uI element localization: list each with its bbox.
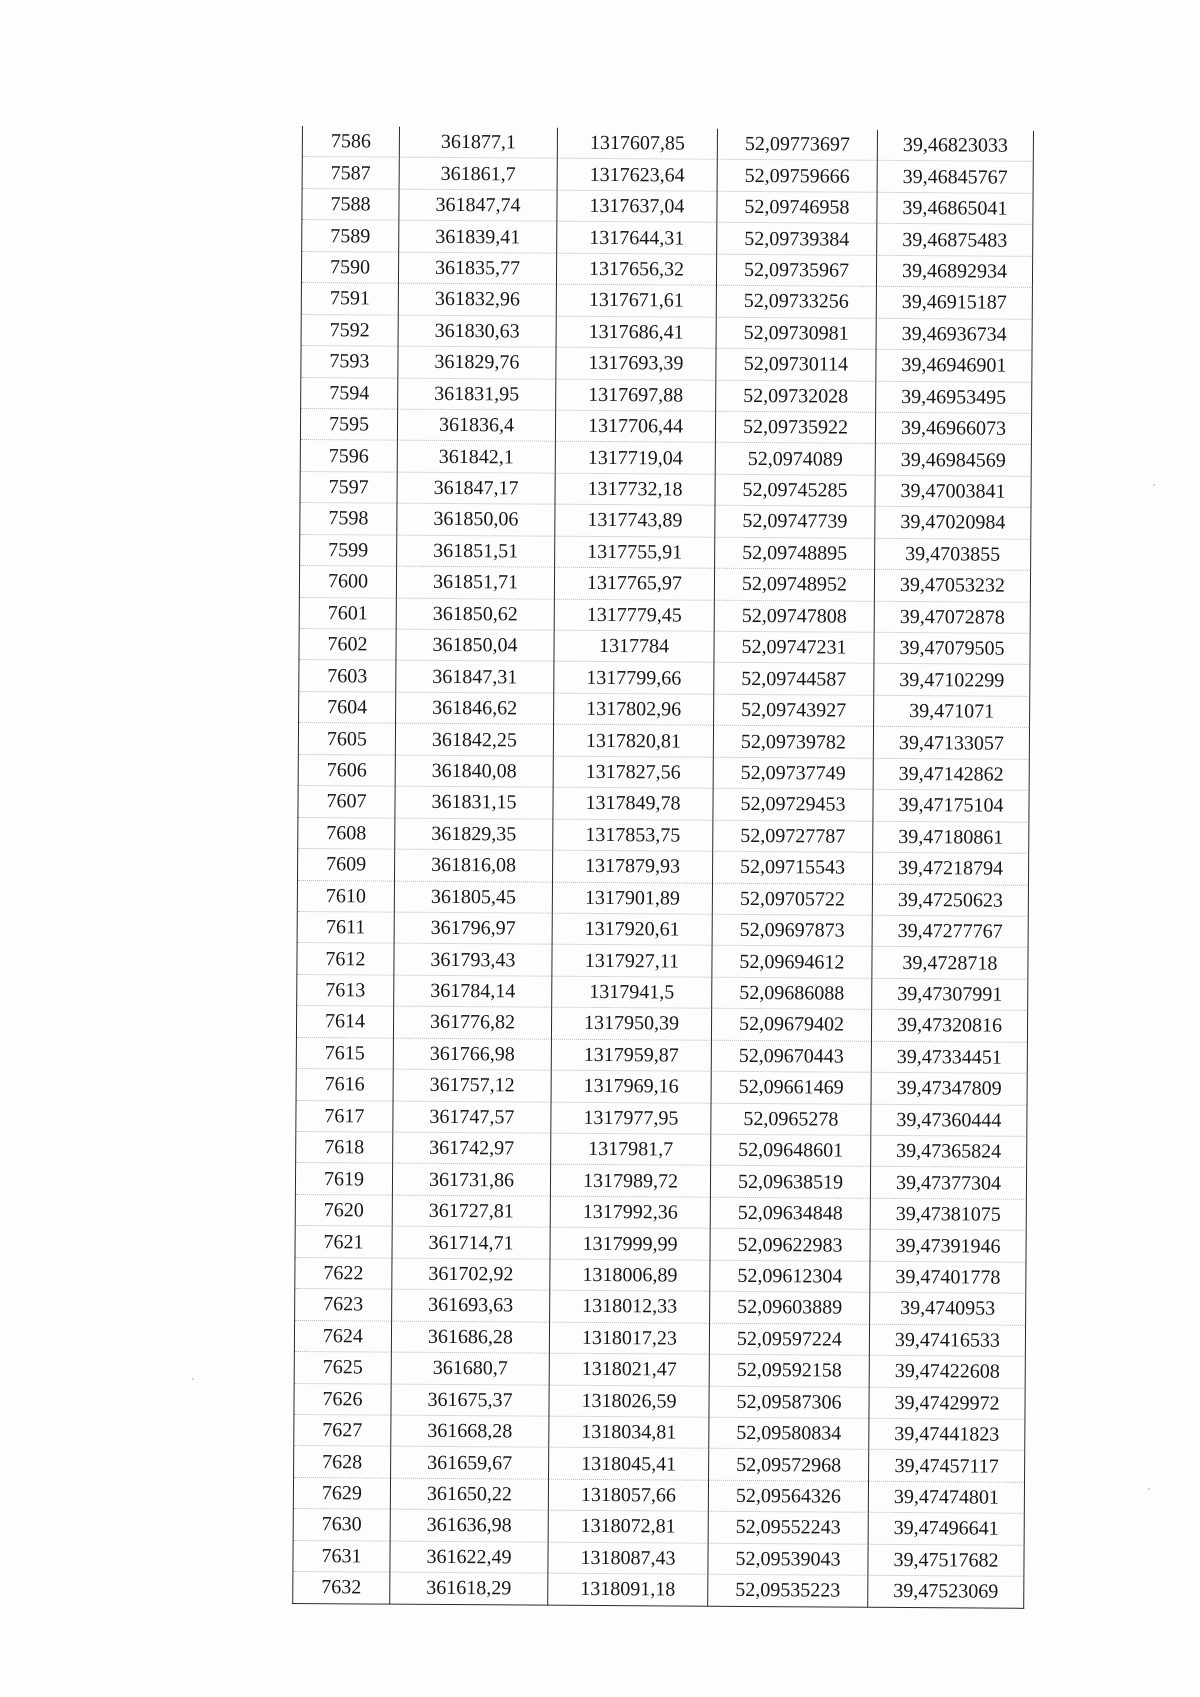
latitude-cell: 52,09572968 bbox=[709, 1449, 869, 1481]
latitude-cell: 52,0974089 bbox=[715, 443, 875, 475]
longitude-cell: 39,4740953 bbox=[870, 1292, 1026, 1324]
latitude-cell: 52,09748895 bbox=[715, 537, 875, 569]
table-row bbox=[293, 1540, 1024, 1576]
latitude-cell: 52,09733256 bbox=[716, 285, 876, 317]
point-number-cell: 7622 bbox=[295, 1257, 392, 1289]
x-coordinate-cell: 361793,43 bbox=[394, 944, 552, 976]
longitude-cell: 39,4703855 bbox=[875, 538, 1031, 570]
point-number-cell: 7611 bbox=[297, 911, 394, 943]
longitude-cell: 39,46892934 bbox=[876, 255, 1032, 287]
x-coordinate-cell: 361702,92 bbox=[392, 1258, 550, 1290]
longitude-cell: 39,47277767 bbox=[872, 915, 1028, 947]
y-coordinate-cell: 1318006,89 bbox=[550, 1259, 710, 1291]
y-coordinate-cell: 1318012,33 bbox=[550, 1290, 710, 1322]
point-number-cell: 7590 bbox=[301, 251, 398, 283]
x-coordinate-cell: 361839,41 bbox=[399, 220, 557, 252]
latitude-cell: 52,09715543 bbox=[712, 851, 872, 883]
x-coordinate-cell: 361829,76 bbox=[398, 346, 556, 378]
y-coordinate-cell: 1317693,39 bbox=[556, 347, 716, 379]
y-coordinate-cell: 1317977,95 bbox=[551, 1102, 711, 1134]
longitude-cell: 39,47517682 bbox=[868, 1544, 1024, 1576]
table-row bbox=[301, 346, 1032, 382]
x-coordinate-cell: 361831,95 bbox=[398, 378, 556, 410]
table-row bbox=[294, 1414, 1025, 1450]
longitude-cell: 39,47307991 bbox=[872, 978, 1028, 1010]
table-row bbox=[298, 723, 1029, 759]
latitude-cell: 52,09730114 bbox=[716, 348, 876, 380]
y-coordinate-cell: 1318021,47 bbox=[549, 1353, 709, 1385]
x-coordinate-cell: 361847,17 bbox=[397, 472, 555, 504]
latitude-cell: 52,09638519 bbox=[710, 1166, 870, 1198]
longitude-cell: 39,47429972 bbox=[869, 1387, 1025, 1419]
x-coordinate-cell: 361830,63 bbox=[398, 315, 556, 347]
point-number-cell: 7621 bbox=[295, 1226, 392, 1258]
y-coordinate-cell: 1318091,18 bbox=[548, 1573, 708, 1605]
y-coordinate-cell: 1317989,72 bbox=[550, 1165, 710, 1197]
y-coordinate-cell: 1317901,89 bbox=[552, 882, 712, 914]
table-row bbox=[300, 534, 1031, 570]
longitude-cell: 39,47401778 bbox=[870, 1261, 1026, 1293]
x-coordinate-cell: 361686,28 bbox=[391, 1321, 549, 1353]
longitude-cell: 39,47133057 bbox=[873, 727, 1029, 759]
longitude-cell: 39,47072878 bbox=[874, 601, 1030, 633]
table-row bbox=[296, 1069, 1027, 1105]
x-coordinate-cell: 361851,71 bbox=[396, 566, 554, 598]
latitude-cell: 52,09603889 bbox=[710, 1291, 870, 1323]
table-row bbox=[293, 1477, 1024, 1513]
x-coordinate-cell: 361766,98 bbox=[393, 1038, 551, 1070]
table-row bbox=[296, 1100, 1027, 1136]
x-coordinate-cell: 361805,45 bbox=[394, 881, 552, 913]
table-row bbox=[293, 1572, 1024, 1608]
longitude-cell: 39,47360444 bbox=[871, 1104, 1027, 1136]
table-row bbox=[294, 1320, 1025, 1356]
point-number-cell: 7588 bbox=[302, 188, 399, 220]
latitude-cell: 52,09612304 bbox=[710, 1260, 870, 1292]
y-coordinate-cell: 1317765,97 bbox=[554, 567, 714, 599]
point-number-cell: 7600 bbox=[299, 566, 396, 598]
y-coordinate-cell: 1317927,11 bbox=[552, 945, 712, 977]
point-number-cell: 7630 bbox=[293, 1509, 390, 1541]
x-coordinate-cell: 361832,96 bbox=[398, 283, 556, 315]
y-coordinate-cell: 1318045,41 bbox=[549, 1448, 709, 1480]
longitude-cell: 39,46865041 bbox=[877, 192, 1033, 224]
point-number-cell: 7618 bbox=[296, 1131, 393, 1163]
table-row bbox=[296, 1037, 1027, 1073]
longitude-cell: 39,46875483 bbox=[877, 224, 1033, 256]
point-number-cell: 7599 bbox=[300, 534, 397, 566]
longitude-cell: 39,4728718 bbox=[872, 947, 1028, 979]
table-row bbox=[300, 440, 1031, 476]
longitude-cell: 39,47496641 bbox=[868, 1513, 1024, 1545]
latitude-cell: 52,09580834 bbox=[709, 1417, 869, 1449]
table-row bbox=[294, 1383, 1025, 1419]
longitude-cell: 39,47218794 bbox=[872, 852, 1028, 884]
x-coordinate-cell: 361836,4 bbox=[397, 409, 555, 441]
point-number-cell: 7619 bbox=[295, 1163, 392, 1195]
latitude-cell: 52,09746958 bbox=[717, 191, 877, 223]
table-row bbox=[296, 1131, 1027, 1167]
x-coordinate-cell: 361727,81 bbox=[392, 1195, 550, 1227]
point-number-cell: 7609 bbox=[297, 849, 394, 881]
table-row bbox=[301, 377, 1032, 413]
latitude-cell: 52,09705722 bbox=[712, 883, 872, 915]
y-coordinate-cell: 1318026,59 bbox=[549, 1385, 709, 1417]
y-coordinate-cell: 1317827,56 bbox=[553, 756, 713, 788]
x-coordinate-cell: 361693,63 bbox=[392, 1289, 550, 1321]
x-coordinate-cell: 361776,82 bbox=[393, 1006, 551, 1038]
y-coordinate-cell: 1317607,85 bbox=[557, 128, 717, 160]
point-number-cell: 7596 bbox=[300, 440, 397, 472]
table-row bbox=[294, 1446, 1025, 1482]
latitude-cell: 52,09744587 bbox=[714, 663, 874, 695]
point-number-cell: 7631 bbox=[293, 1540, 390, 1572]
table-row bbox=[294, 1352, 1025, 1388]
y-coordinate-cell: 1317644,31 bbox=[557, 222, 717, 254]
longitude-cell: 39,47180861 bbox=[873, 821, 1029, 853]
y-coordinate-cell: 1317637,04 bbox=[557, 190, 717, 222]
longitude-cell: 39,47053232 bbox=[874, 569, 1030, 601]
table-row bbox=[299, 691, 1030, 727]
point-number-cell: 7615 bbox=[296, 1037, 393, 1069]
latitude-cell: 52,09773697 bbox=[717, 129, 877, 161]
table-row bbox=[295, 1257, 1026, 1293]
longitude-cell: 39,46936734 bbox=[876, 318, 1032, 350]
y-coordinate-cell: 1317802,96 bbox=[554, 693, 714, 725]
point-number-cell: 7613 bbox=[297, 974, 394, 1006]
y-coordinate-cell: 1317920,61 bbox=[552, 913, 712, 945]
point-number-cell: 7623 bbox=[295, 1289, 392, 1321]
x-coordinate-cell: 361829,35 bbox=[395, 818, 553, 850]
longitude-cell: 39,471071 bbox=[874, 695, 1030, 727]
longitude-cell: 39,47250623 bbox=[872, 884, 1028, 916]
longitude-cell: 39,47020984 bbox=[875, 507, 1031, 539]
latitude-cell: 52,09697873 bbox=[712, 914, 872, 946]
point-number-cell: 7610 bbox=[297, 880, 394, 912]
longitude-cell: 39,47416533 bbox=[869, 1324, 1025, 1356]
point-number-cell: 7594 bbox=[301, 377, 398, 409]
longitude-cell: 39,47457117 bbox=[869, 1450, 1025, 1482]
latitude-cell: 52,09759666 bbox=[717, 160, 877, 192]
longitude-cell: 39,47441823 bbox=[869, 1418, 1025, 1450]
table-row bbox=[299, 660, 1030, 696]
table-row bbox=[297, 880, 1028, 916]
y-coordinate-cell: 1317784 bbox=[554, 630, 714, 662]
latitude-cell: 52,09648601 bbox=[711, 1134, 871, 1166]
x-coordinate-cell: 361840,08 bbox=[395, 755, 553, 787]
longitude-cell: 39,46953495 bbox=[876, 381, 1032, 413]
point-number-cell: 7593 bbox=[301, 346, 398, 378]
y-coordinate-cell: 1318034,81 bbox=[549, 1416, 709, 1448]
y-coordinate-cell: 1317799,66 bbox=[554, 662, 714, 694]
point-number-cell: 7595 bbox=[300, 408, 397, 440]
latitude-cell: 52,09539043 bbox=[708, 1543, 868, 1575]
latitude-cell: 52,09732028 bbox=[716, 380, 876, 412]
y-coordinate-cell: 1317706,44 bbox=[555, 410, 715, 442]
table-row bbox=[296, 1006, 1027, 1042]
y-coordinate-cell: 1317820,81 bbox=[553, 724, 713, 756]
point-number-cell: 7602 bbox=[299, 628, 396, 660]
latitude-cell: 52,09670443 bbox=[711, 1040, 871, 1072]
table-row bbox=[295, 1289, 1026, 1325]
y-coordinate-cell: 1317992,36 bbox=[550, 1196, 710, 1228]
point-number-cell: 7608 bbox=[298, 817, 395, 849]
latitude-cell: 52,09739384 bbox=[717, 223, 877, 255]
longitude-cell: 39,47320816 bbox=[871, 1010, 1027, 1042]
table-row bbox=[297, 911, 1028, 947]
coordinates-table bbox=[292, 126, 1034, 1608]
x-coordinate-cell: 361622,49 bbox=[390, 1541, 548, 1573]
point-number-cell: 7586 bbox=[302, 126, 399, 158]
point-number-cell: 7603 bbox=[299, 660, 396, 692]
point-number-cell: 7625 bbox=[294, 1352, 391, 1384]
x-coordinate-cell: 361796,97 bbox=[394, 912, 552, 944]
longitude-cell: 39,46845767 bbox=[877, 161, 1033, 193]
table-row bbox=[295, 1163, 1026, 1199]
table-row bbox=[302, 220, 1033, 256]
latitude-cell: 52,09679402 bbox=[711, 1008, 871, 1040]
y-coordinate-cell: 1318057,66 bbox=[548, 1479, 708, 1511]
table-row bbox=[299, 597, 1030, 633]
latitude-cell: 52,09735967 bbox=[716, 254, 876, 286]
longitude-cell: 39,47422608 bbox=[869, 1355, 1025, 1387]
y-coordinate-cell: 1317999,99 bbox=[550, 1227, 710, 1259]
y-coordinate-cell: 1318087,43 bbox=[548, 1542, 708, 1574]
latitude-cell: 52,09686088 bbox=[712, 977, 872, 1009]
y-coordinate-cell: 1317743,89 bbox=[555, 504, 715, 536]
point-number-cell: 7627 bbox=[294, 1414, 391, 1446]
x-coordinate-cell: 361831,15 bbox=[395, 786, 553, 818]
y-coordinate-cell: 1317755,91 bbox=[555, 536, 715, 568]
longitude-cell: 39,47142862 bbox=[873, 758, 1029, 790]
longitude-cell: 39,47175104 bbox=[873, 789, 1029, 821]
longitude-cell: 39,47102299 bbox=[874, 664, 1030, 696]
longitude-cell: 39,46966073 bbox=[875, 412, 1031, 444]
y-coordinate-cell: 1317719,04 bbox=[555, 442, 715, 474]
point-number-cell: 7629 bbox=[293, 1477, 390, 1509]
table-row bbox=[297, 974, 1028, 1010]
x-coordinate-cell: 361680,7 bbox=[391, 1352, 549, 1384]
x-coordinate-cell: 361747,57 bbox=[393, 1101, 551, 1133]
y-coordinate-cell: 1317941,5 bbox=[552, 976, 712, 1008]
longitude-cell: 39,47334451 bbox=[871, 1041, 1027, 1073]
point-number-cell: 7616 bbox=[296, 1069, 393, 1101]
x-coordinate-cell: 361742,97 bbox=[393, 1132, 551, 1164]
x-coordinate-cell: 361851,51 bbox=[397, 535, 555, 567]
scan-speck bbox=[1148, 1488, 1150, 1490]
point-number-cell: 7628 bbox=[294, 1446, 391, 1478]
latitude-cell: 52,09564326 bbox=[708, 1480, 868, 1512]
y-coordinate-cell: 1318072,81 bbox=[548, 1510, 708, 1542]
longitude-cell: 39,46984569 bbox=[875, 444, 1031, 476]
table-row bbox=[300, 408, 1031, 444]
latitude-cell: 52,09535223 bbox=[708, 1574, 868, 1606]
y-coordinate-cell: 1317732,18 bbox=[555, 473, 715, 505]
latitude-cell: 52,09745285 bbox=[715, 474, 875, 506]
point-number-cell: 7626 bbox=[294, 1383, 391, 1415]
x-coordinate-cell: 361877,1 bbox=[399, 127, 557, 159]
table-row bbox=[300, 471, 1031, 507]
latitude-cell: 52,09739782 bbox=[713, 726, 873, 758]
latitude-cell: 52,09592158 bbox=[709, 1354, 869, 1386]
x-coordinate-cell: 361861,7 bbox=[399, 158, 557, 190]
point-number-cell: 7598 bbox=[300, 503, 397, 535]
longitude-cell: 39,47003841 bbox=[875, 475, 1031, 507]
x-coordinate-cell: 361835,77 bbox=[398, 252, 556, 284]
point-number-cell: 7624 bbox=[294, 1320, 391, 1352]
table-row bbox=[299, 628, 1030, 664]
point-number-cell: 7614 bbox=[296, 1006, 393, 1038]
table-row bbox=[297, 849, 1028, 885]
table-row bbox=[295, 1226, 1026, 1262]
x-coordinate-cell: 361842,25 bbox=[395, 723, 553, 755]
latitude-cell: 52,09730981 bbox=[716, 317, 876, 349]
longitude-cell: 39,46915187 bbox=[876, 287, 1032, 319]
table-row bbox=[297, 943, 1028, 979]
x-coordinate-cell: 361846,62 bbox=[396, 692, 554, 724]
latitude-cell: 52,09727787 bbox=[713, 820, 873, 852]
longitude-cell: 39,47347809 bbox=[871, 1072, 1027, 1104]
point-number-cell: 7606 bbox=[298, 754, 395, 786]
y-coordinate-cell: 1317969,16 bbox=[551, 1070, 711, 1102]
y-coordinate-cell: 1317656,32 bbox=[556, 253, 716, 285]
latitude-cell: 52,09729453 bbox=[713, 788, 873, 820]
table-row bbox=[298, 786, 1029, 822]
x-coordinate-cell: 361816,08 bbox=[394, 849, 552, 881]
x-coordinate-cell: 361731,86 bbox=[392, 1164, 550, 1196]
table-row bbox=[301, 314, 1032, 350]
y-coordinate-cell: 1317671,61 bbox=[556, 284, 716, 316]
x-coordinate-cell: 361659,67 bbox=[391, 1446, 549, 1478]
point-number-cell: 7632 bbox=[293, 1572, 390, 1604]
x-coordinate-cell: 361757,12 bbox=[393, 1069, 551, 1101]
table-row bbox=[300, 503, 1031, 539]
x-coordinate-cell: 361847,74 bbox=[399, 189, 557, 221]
table-row bbox=[301, 251, 1032, 287]
latitude-cell: 52,09747808 bbox=[714, 600, 874, 632]
latitude-cell: 52,09748952 bbox=[714, 568, 874, 600]
table-row bbox=[301, 283, 1032, 319]
table-row bbox=[293, 1509, 1024, 1545]
longitude-cell: 39,47377304 bbox=[870, 1167, 1026, 1199]
x-coordinate-cell: 361784,14 bbox=[394, 975, 552, 1007]
table-row bbox=[302, 188, 1033, 224]
x-coordinate-cell: 361714,71 bbox=[392, 1226, 550, 1258]
point-number-cell: 7604 bbox=[299, 691, 396, 723]
coordinates-table-body bbox=[293, 126, 1034, 1608]
longitude-cell: 39,47079505 bbox=[874, 632, 1030, 664]
x-coordinate-cell: 361650,22 bbox=[390, 1478, 548, 1510]
x-coordinate-cell: 361842,1 bbox=[397, 441, 555, 473]
latitude-cell: 52,09737749 bbox=[713, 757, 873, 789]
longitude-cell: 39,46946901 bbox=[876, 349, 1032, 381]
table-row bbox=[298, 817, 1029, 853]
latitude-cell: 52,09622983 bbox=[710, 1229, 870, 1261]
latitude-cell: 52,09552243 bbox=[708, 1511, 868, 1543]
latitude-cell: 52,09694612 bbox=[712, 946, 872, 978]
x-coordinate-cell: 361847,31 bbox=[396, 661, 554, 693]
point-number-cell: 7591 bbox=[301, 283, 398, 315]
point-number-cell: 7620 bbox=[295, 1194, 392, 1226]
point-number-cell: 7607 bbox=[298, 786, 395, 818]
longitude-cell: 39,47391946 bbox=[870, 1230, 1026, 1262]
x-coordinate-cell: 361618,29 bbox=[390, 1572, 548, 1604]
x-coordinate-cell: 361850,04 bbox=[396, 629, 554, 661]
y-coordinate-cell: 1317697,88 bbox=[556, 379, 716, 411]
x-coordinate-cell: 361636,98 bbox=[390, 1509, 548, 1541]
table-row bbox=[302, 157, 1033, 193]
point-number-cell: 7605 bbox=[298, 723, 395, 755]
table-row bbox=[298, 754, 1029, 790]
point-number-cell: 7587 bbox=[302, 157, 399, 189]
table-row bbox=[302, 126, 1033, 162]
latitude-cell: 52,09747739 bbox=[715, 505, 875, 537]
longitude-cell: 39,46823033 bbox=[877, 130, 1033, 162]
table-row bbox=[299, 566, 1030, 602]
y-coordinate-cell: 1317853,75 bbox=[553, 819, 713, 851]
latitude-cell: 52,09587306 bbox=[709, 1386, 869, 1418]
latitude-cell: 52,09747231 bbox=[714, 631, 874, 663]
x-coordinate-cell: 361675,37 bbox=[391, 1384, 549, 1416]
y-coordinate-cell: 1317959,87 bbox=[551, 1039, 711, 1071]
latitude-cell: 52,09597224 bbox=[709, 1323, 869, 1355]
point-number-cell: 7592 bbox=[301, 314, 398, 346]
y-coordinate-cell: 1317849,78 bbox=[553, 787, 713, 819]
longitude-cell: 39,47381075 bbox=[870, 1198, 1026, 1230]
y-coordinate-cell: 1318017,23 bbox=[549, 1322, 709, 1354]
longitude-cell: 39,47365824 bbox=[871, 1135, 1027, 1167]
x-coordinate-cell: 361850,06 bbox=[397, 503, 555, 535]
point-number-cell: 7601 bbox=[299, 597, 396, 629]
y-coordinate-cell: 1317879,93 bbox=[552, 850, 712, 882]
y-coordinate-cell: 1317950,39 bbox=[551, 1007, 711, 1039]
scan-speck bbox=[1153, 484, 1155, 486]
y-coordinate-cell: 1317623,64 bbox=[557, 159, 717, 191]
y-coordinate-cell: 1317981,7 bbox=[551, 1133, 711, 1165]
y-coordinate-cell: 1317779,45 bbox=[554, 599, 714, 631]
latitude-cell: 52,09661469 bbox=[711, 1071, 871, 1103]
point-number-cell: 7597 bbox=[300, 471, 397, 503]
table-row bbox=[295, 1194, 1026, 1230]
latitude-cell: 52,09743927 bbox=[714, 694, 874, 726]
latitude-cell: 52,0965278 bbox=[711, 1103, 871, 1135]
longitude-cell: 39,47474801 bbox=[868, 1481, 1024, 1513]
point-number-cell: 7617 bbox=[296, 1100, 393, 1132]
y-coordinate-cell: 1317686,41 bbox=[556, 316, 716, 348]
latitude-cell: 52,09735922 bbox=[715, 411, 875, 443]
latitude-cell: 52,09634848 bbox=[710, 1197, 870, 1229]
scan-speck bbox=[192, 1378, 194, 1380]
point-number-cell: 7612 bbox=[297, 943, 394, 975]
x-coordinate-cell: 361850,62 bbox=[396, 598, 554, 630]
longitude-cell: 39,47523069 bbox=[868, 1575, 1024, 1607]
point-number-cell: 7589 bbox=[302, 220, 399, 252]
x-coordinate-cell: 361668,28 bbox=[391, 1415, 549, 1447]
